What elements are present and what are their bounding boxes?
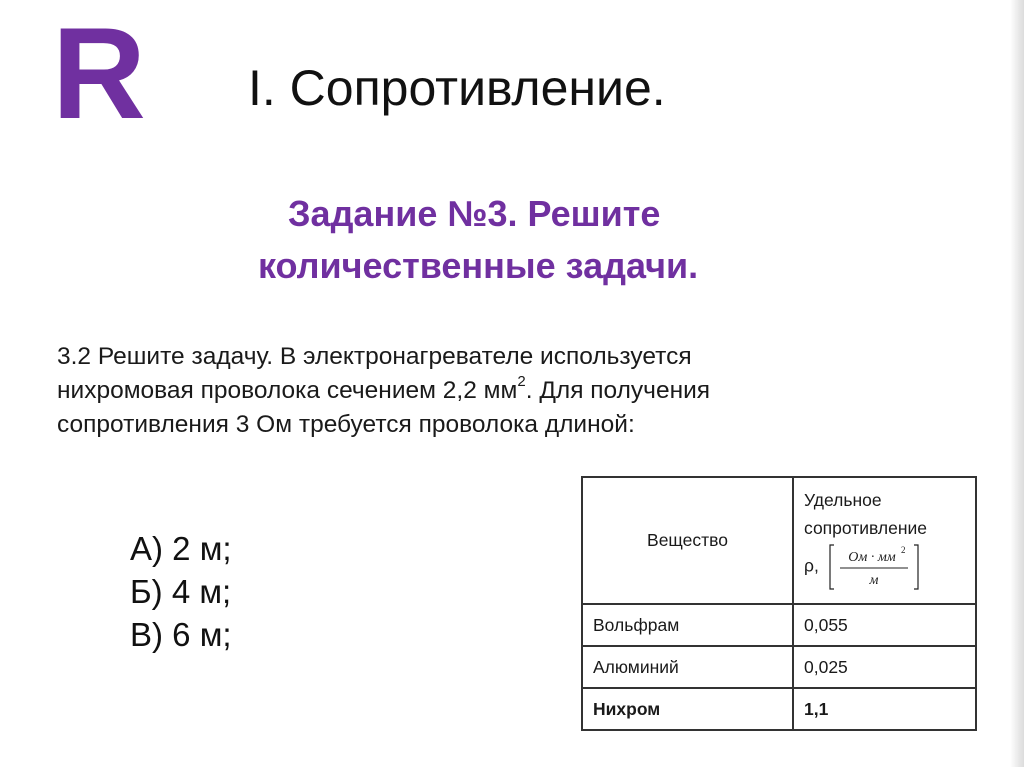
- cell-value: 0,025: [793, 646, 976, 688]
- logo-r: R: [52, 0, 146, 146]
- task-heading-line2: количественные задачи.: [258, 245, 699, 287]
- answer-options: [130, 528, 232, 657]
- cell-value: 0,055: [793, 604, 976, 646]
- table-row: [582, 604, 976, 646]
- resistivity-unit-formula: [828, 542, 920, 592]
- answer-option-c[interactable]: В) 6 м;: [130, 615, 232, 653]
- task-heading-line1: Задание №3. Решите: [288, 193, 661, 234]
- cell-value: 1,1: [793, 688, 976, 730]
- problem-line2-end: . Для получения: [525, 376, 711, 404]
- header-rho: ρ,: [804, 555, 819, 576]
- unit-fraction-icon: [828, 542, 920, 592]
- cell-substance: Вольфрам: [582, 604, 793, 646]
- unit-numerator: Ом · мм: [847, 549, 896, 565]
- header-resistivity-line2: сопротивление: [804, 517, 928, 538]
- table-row: [582, 688, 976, 730]
- problem-line1: 3.2 Решите задачу. В электронагревателе используется: [57, 343, 692, 370]
- slide-edge-shadow: [1010, 0, 1024, 767]
- header-resistivity: [793, 477, 976, 604]
- unit-denominator: м: [869, 572, 879, 588]
- problem-text: [57, 340, 997, 441]
- unit-numerator-sup: 2: [900, 544, 906, 555]
- resistivity-table: [581, 476, 977, 731]
- answer-option-b[interactable]: Б) 4 м;: [130, 572, 232, 610]
- slide-title: I. Сопротивление.: [248, 60, 666, 116]
- problem-line2: [57, 374, 997, 408]
- answer-option-a[interactable]: А) 2 м;: [130, 530, 232, 567]
- table-row: [582, 646, 976, 688]
- cell-substance: Алюминий: [582, 646, 793, 688]
- problem-line2-start: нихромовая проволока сечением 2,2 мм: [57, 376, 518, 404]
- header-resistivity-line1: Удельное: [804, 490, 882, 511]
- task-heading: [248, 188, 848, 292]
- cell-substance: Нихром: [582, 688, 793, 730]
- problem-line3: сопротивления 3 Ом требуется проволока длиной:: [57, 410, 635, 438]
- header-substance: Вещество: [582, 477, 793, 604]
- table-header-row: [582, 477, 976, 604]
- problem-line2-sup: 2: [517, 372, 526, 390]
